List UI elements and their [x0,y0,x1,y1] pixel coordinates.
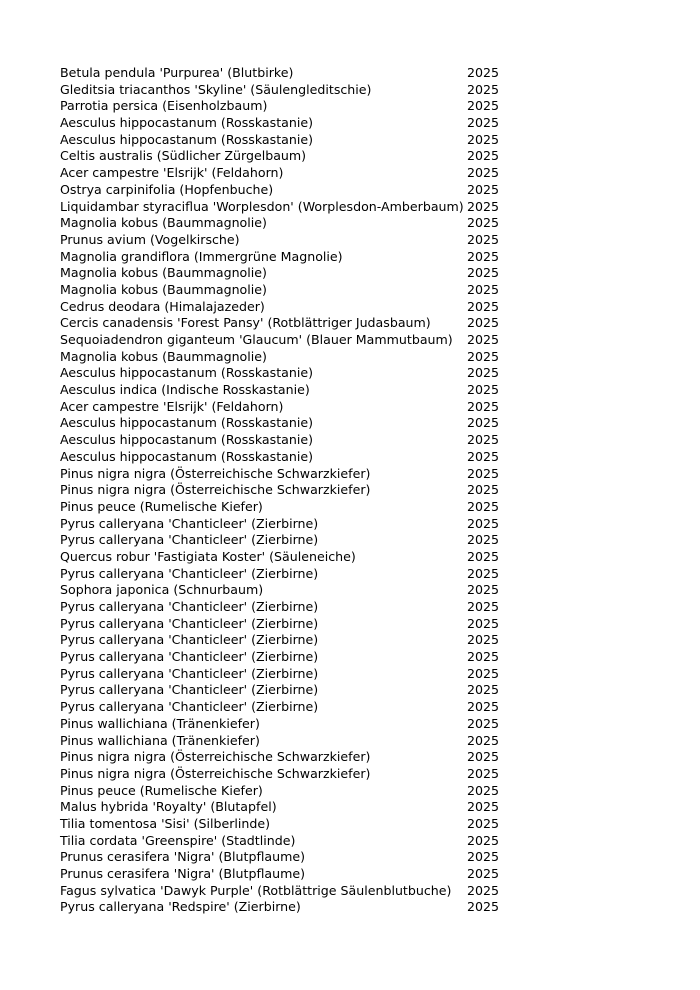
tree-name: Aesculus hippocastanum (Rosskastanie) [60,432,313,448]
planting-year: 2025 [467,599,500,614]
tree-name: Prunus cerasifera 'Nigra' (Blutpflaume) [60,849,306,865]
tree-name: Acer campestre 'Elsrijk' (Feldahorn) [60,165,284,181]
tree-name: Pyrus calleryana 'Redspire' (Zierbirne) [60,899,301,915]
table-row [60,682,520,699]
tree-name: Pyrus calleryana 'Chanticleer' (Zierbirne) [60,532,319,548]
table-row [60,365,520,382]
table-row [60,249,520,266]
table-row [60,582,520,599]
tree-name: Aesculus hippocastanum (Rosskastanie) [60,131,313,147]
tree-name: Pinus wallichiana (Tränenkiefer) [60,715,260,731]
planting-year: 2025 [467,365,500,381]
tree-name: Pinus nigra nigra (Österreichische Schwarzkiefer) [60,465,371,481]
tree-name: Tilia tomentosa 'Sisi' (Silberlinde) [60,815,271,831]
table-row [60,699,520,716]
tree-name: Gleditsia triacanthos 'Skyline' (Säulengleditschie) [60,81,372,97]
table-row [60,98,520,115]
planting-year: 2025 [467,281,500,297]
planting-year: 2025 [467,98,500,114]
table-row [60,299,520,316]
table-row [60,532,520,549]
table-row [60,733,520,750]
table-row [60,399,520,416]
planting-year: 2025 [467,732,500,748]
tree-name: Pinus nigra nigra (Österreichische Schwarzkiefer) [60,482,371,498]
table-row [60,449,520,466]
planting-year: 2025 [467,882,500,898]
planting-year: 2025 [467,615,500,631]
tree-name: Pyrus calleryana 'Chanticleer' (Zierbirne) [60,599,319,614]
tree-list-table [60,65,520,916]
tree-name: Pinus nigra nigra (Österreichische Schwarzkiefer) [60,749,371,765]
planting-year: 2025 [467,715,500,731]
tree-name: Sequoiadendron giganteum 'Glaucum' (Blauer Mammutbaum) [60,332,453,347]
planting-year: 2025 [467,765,500,781]
planting-year: 2025 [467,448,500,464]
table-row [60,165,520,182]
planting-year: 2025 [467,465,500,481]
table-row [60,766,520,783]
tree-name: Celtis australis (Südlicher Zürgelbaum) [60,148,307,164]
table-row [60,616,520,633]
planting-year: 2025 [467,565,500,581]
planting-year: 2025 [467,81,500,97]
tree-name: Magnolia kobus (Baummagnolie) [60,265,267,281]
tree-name: Pyrus calleryana 'Chanticleer' (Zierbirne) [60,649,319,665]
table-row [60,849,520,866]
table-row [60,432,520,449]
tree-name: Pinus nigra nigra (Österreichische Schwarzkiefer) [60,765,371,781]
table-row [60,115,520,132]
tree-name: Cercis canadensis 'Forest Pansy' (Rotblättriger Judasbaum) [60,315,431,331]
planting-year: 2025 [467,498,500,514]
tree-name: Pyrus calleryana 'Chanticleer' (Zierbirne) [60,665,319,681]
tree-name: Tilia cordata 'Greenspire' (Stadtlinde) [60,832,296,848]
tree-name: Pyrus calleryana 'Chanticleer' (Zierbirne) [60,615,319,631]
tree-name: Cedrus deodara (Himalajazeder) [60,298,265,314]
tree-name: Magnolia kobus (Baummagnolie) [60,348,267,364]
tree-name: Pyrus calleryana 'Chanticleer' (Zierbirne) [60,565,319,581]
table-row [60,349,520,366]
planting-year: 2025 [467,482,500,498]
tree-name: Fagus sylvatica 'Dawyk Purple' (Rotblättrige Säulenblutbuche) [60,882,452,898]
tree-name: Acer campestre 'Elsrijk' (Feldahorn) [60,398,284,414]
planting-year: 2025 [467,198,500,214]
tree-name: Aesculus hippocastanum (Rosskastanie) [60,415,313,431]
tree-name: Pinus peuce (Rumelische Kiefer) [60,498,263,514]
tree-name: Prunus avium (Vogelkirsche) [60,231,240,247]
table-row [60,315,520,332]
table-row [60,466,520,483]
table-row [60,482,520,499]
table-row [60,182,520,199]
tree-name: Aesculus indica (Indische Rosskastanie) [60,382,310,398]
planting-year: 2025 [467,849,500,865]
table-row [60,132,520,149]
tree-name: Pyrus calleryana 'Chanticleer' (Zierbirne) [60,699,319,715]
planting-year: 2025 [467,899,500,915]
planting-year: 2025 [467,432,500,448]
table-row [60,382,520,399]
planting-year: 2025 [467,248,500,264]
table-row [60,549,520,566]
planting-year: 2025 [467,398,500,414]
table-row [60,199,520,216]
table-row [60,866,520,883]
tree-name: Ostrya carpinifolia (Hopfenbuche) [60,181,274,197]
tree-name: Malus hybrida 'Royalty' (Blutapfel) [60,799,277,815]
planting-year: 2025 [467,115,500,131]
planting-year: 2025 [467,532,500,548]
planting-year: 2025 [467,215,500,231]
planting-year: 2025 [467,699,500,715]
planting-year: 2025 [467,649,500,665]
planting-year: 2025 [467,548,500,564]
planting-year: 2025 [467,231,500,247]
planting-year: 2025 [467,866,500,881]
planting-year: 2025 [467,298,500,314]
planting-year: 2025 [467,348,500,364]
planting-year: 2025 [467,415,500,431]
tree-name: Pinus peuce (Rumelische Kiefer) [60,782,263,798]
planting-year: 2025 [467,815,500,831]
table-row [60,148,520,165]
planting-year: 2025 [467,632,500,648]
table-row [60,649,520,666]
table-row [60,833,520,850]
table-row [60,516,520,533]
table-row [60,332,520,349]
table-row [60,65,520,82]
planting-year: 2025 [467,148,500,164]
table-row [60,783,520,800]
tree-name: Sophora japonica (Schnurbaum) [60,582,264,598]
planting-year: 2025 [467,782,500,798]
tree-name: Pyrus calleryana 'Chanticleer' (Zierbirne) [60,515,319,531]
planting-year: 2025 [467,749,500,765]
table-row [60,666,520,683]
planting-year: 2025 [467,165,500,181]
table-row [60,716,520,733]
table-row [60,632,520,649]
planting-year: 2025 [467,181,500,197]
table-row [60,265,520,282]
table-row [60,899,520,916]
table-row [60,749,520,766]
planting-year: 2025 [467,65,500,80]
tree-name: Pyrus calleryana 'Chanticleer' (Zierbirne) [60,632,319,648]
table-row [60,82,520,99]
planting-year: 2025 [467,131,500,147]
table-row [60,232,520,249]
table-row [60,566,520,583]
tree-name: Betula pendula 'Purpurea' (Blutbirke) [60,65,294,80]
planting-year: 2025 [467,682,500,698]
table-row [60,599,520,616]
table-row [60,799,520,816]
planting-year: 2025 [467,832,500,848]
table-row [60,883,520,900]
planting-year: 2025 [467,582,500,598]
table-row [60,816,520,833]
planting-year: 2025 [467,315,500,331]
tree-name: Magnolia kobus (Baummagnolie) [60,281,267,297]
table-row [60,215,520,232]
table-row [60,282,520,299]
tree-name: Aesculus hippocastanum (Rosskastanie) [60,448,313,464]
tree-name: Prunus cerasifera 'Nigra' (Blutpflaume) [60,866,306,881]
planting-year: 2025 [467,382,500,398]
tree-name: Liquidambar styraciflua 'Worplesdon' (Worplesdon-Amberbaum) [60,198,464,214]
tree-name: Magnolia grandiflora (Immergrüne Magnolie) [60,248,343,264]
tree-name: Aesculus hippocastanum (Rosskastanie) [60,115,313,131]
tree-name: Aesculus hippocastanum (Rosskastanie) [60,365,313,381]
tree-name: Magnolia kobus (Baummagnolie) [60,215,267,231]
tree-name: Quercus robur 'Fastigiata Koster' (Säuleneiche) [60,548,356,564]
planting-year: 2025 [467,332,500,347]
table-row [60,415,520,432]
tree-name: Parrotia persica (Eisenholzbaum) [60,98,268,114]
planting-year: 2025 [467,265,500,281]
planting-year: 2025 [467,515,500,531]
tree-name: Pinus wallichiana (Tränenkiefer) [60,732,260,748]
planting-year: 2025 [467,665,500,681]
table-row [60,499,520,516]
tree-name: Pyrus calleryana 'Chanticleer' (Zierbirne) [60,682,319,698]
planting-year: 2025 [467,799,500,815]
